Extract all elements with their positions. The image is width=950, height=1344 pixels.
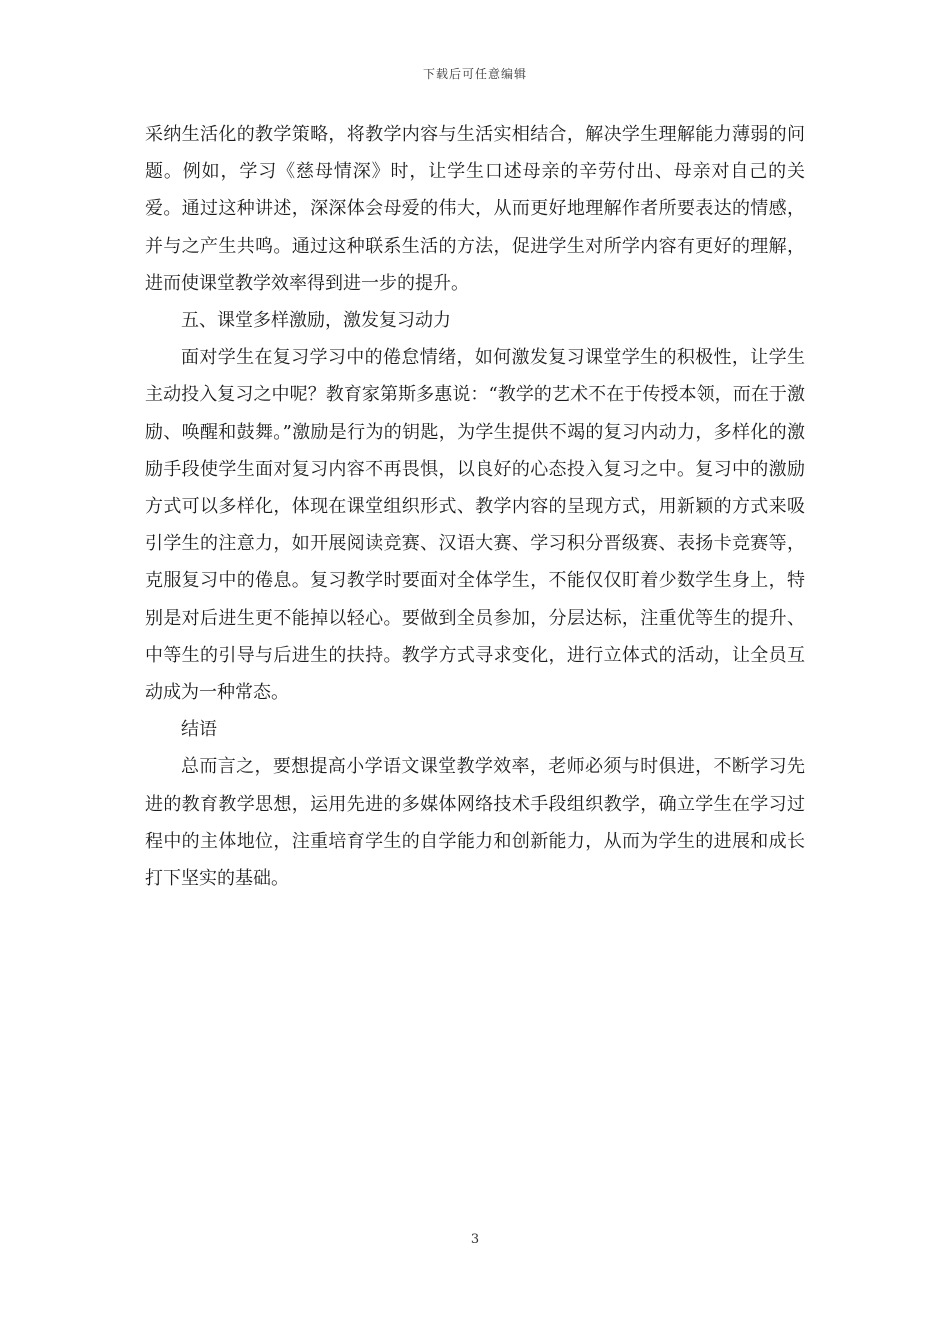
page-number: 3: [470, 1232, 480, 1247]
document-body: [145, 116, 805, 897]
paragraph-conclusion: 总而言之，要想提高小学语文课堂教学效率，老师必须与时俱进，不断学习先进的教育教学思想，运用先进的多媒体网络技术手段组织教学，确立学生在学习过程中的主体地位，注重培育学生的自学能力和创新能力，从而为学生的进展和成长打下坚实的基础。: [145, 756, 805, 890]
section-heading-5: 五、课堂多样激励，激发复习动力: [181, 310, 451, 332]
paragraph-motivation: 面对学生在复习学习中的倦怠情绪，如何激发复习课堂学生的积极性，让学生主动投入复习之中呢？教育家第斯多惠说：“教学的艺术不在于传授本领，而在于激励、唤醒和鼓舞。”激励是行为的钥匙，为学生提供不竭的复习内动力，多样化的激励手段使学生面对复习内容不再畏惧，以良好的心态投入复习之中。复习中的激励方式可以多样化，体现在课堂组织形式、教学内容的呈现方式，用新颖的方式来吸引学生的注意力，如开展阅读竞赛、汉语大赛、学习积分晋级赛、表扬卡竞赛等，克服复习中的倦息。复习教学时要面对全体学生，不能仅仅盯着少数学生身上，特别是对后进生更不能掉以轻心。要做到全员参加，分层达标，注重优等生的提升、中等生的引导与后进生的扶持。教学方式寻求变化，进行立体式的活动，让全员互动成为一种常态。: [145, 347, 805, 704]
paragraph-continuation: 采纳生活化的教学策略，将教学内容与生活实相结合，解决学生理解能力薄弱的问题。例如，学习《慈母情深》时，让学生口述母亲的辛劳付出、母亲对自己的关爱。通过这种讲述，深深体会母爱的伟大，从而更好地理解作者所要表达的情感，并与之产生共鸣。通过这种联系生活的方法，促进学生对所学内容有更好的理解，进而使课堂教学效率得到进一步的提升。: [145, 124, 805, 294]
section-heading-conclusion: 结语: [181, 719, 217, 741]
page-header: 下载后可任意编辑: [422, 67, 527, 81]
